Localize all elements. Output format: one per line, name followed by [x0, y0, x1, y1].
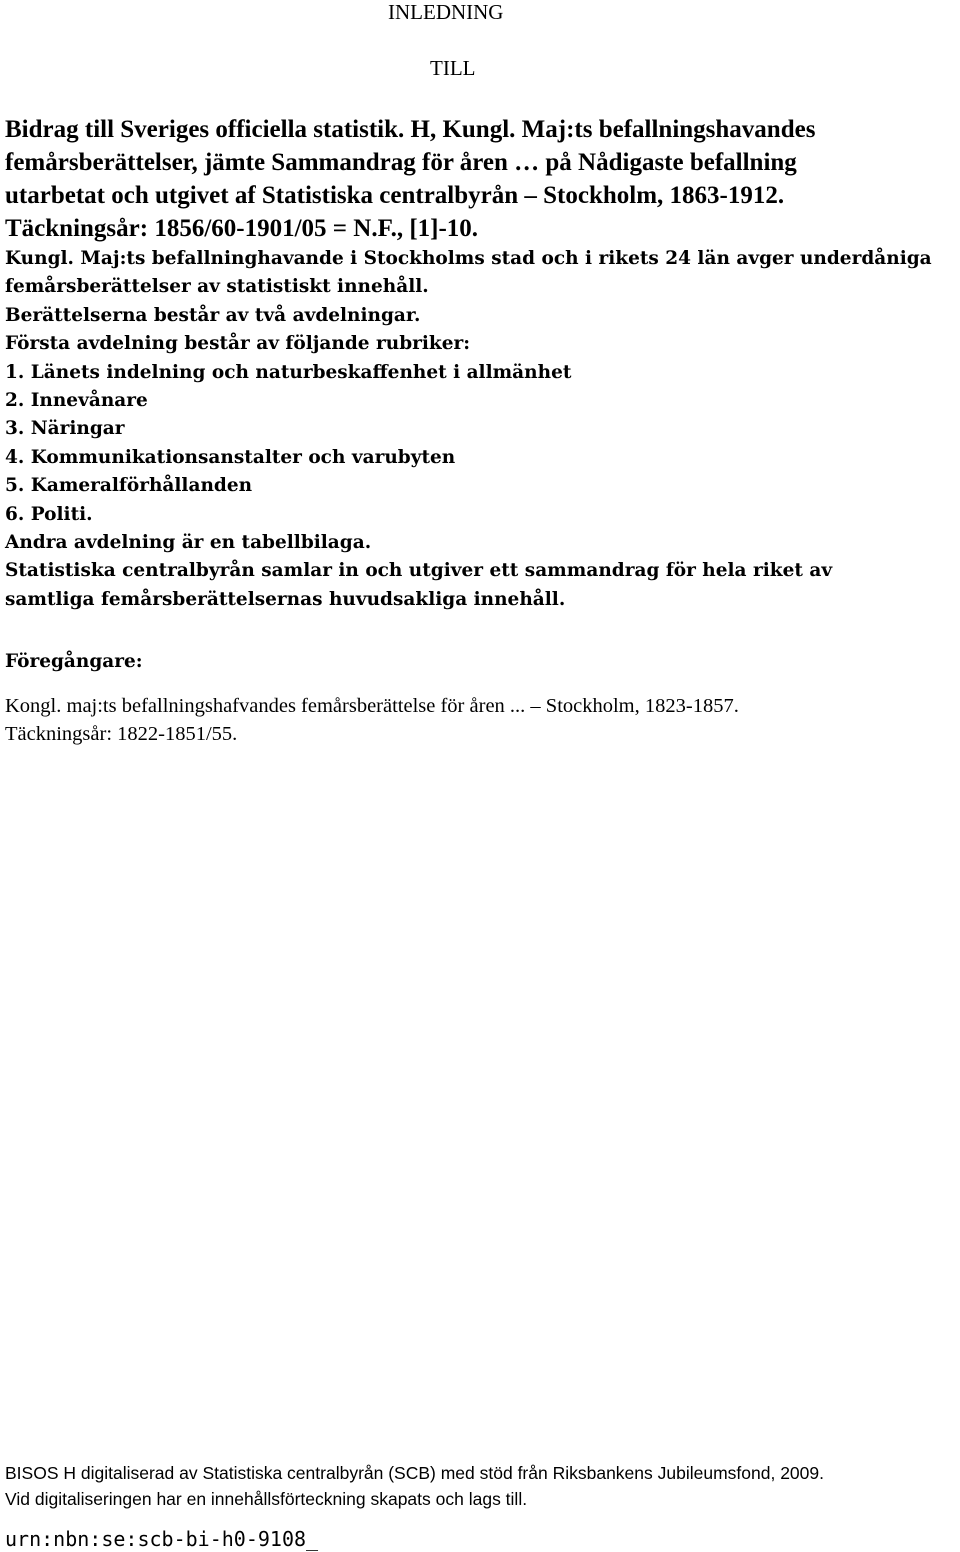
predecessor-label: Föregångare:	[5, 651, 143, 672]
rubric-item: 2. Innevånare	[5, 390, 148, 412]
description	[5, 245, 955, 614]
description-line: Berättelserna består av två avdelningar.	[5, 304, 421, 326]
footer-line: Vid digitaliseringen har en innehållsförteckning skapats och lags till.	[5, 1489, 528, 1509]
predecessor-line: Täckningsår: 1822-1851/55.	[5, 723, 238, 745]
rubric-item: 3. Näringar	[5, 418, 125, 440]
rubric-item: 4. Kommunikationsanstalter och varubyten	[5, 446, 456, 468]
description-line: Kungl. Maj:ts befallninghavande i Stockholms stad och i rikets 24 län avger underdåniga	[5, 248, 932, 269]
heading-till: TILL	[430, 56, 476, 80]
publication-title	[5, 113, 955, 245]
description-line: Första avdelning består av följande rubriker:	[5, 333, 471, 355]
footer-line: BISOS H digitaliserad av Statistiska centralbyrån (SCB) med stöd från Riksbankens Jubileumsfond, 2009.	[5, 1463, 824, 1483]
predecessor-entry	[5, 692, 955, 748]
rubric-item: 1. Länets indelning och naturbeskaffenhet i allmänhet	[5, 361, 572, 383]
rubric-item: 5. Kameralförhållanden	[5, 475, 253, 497]
title-line: femårsberättelser, jämte Sammandrag för åren … på Nådigaste befallning	[5, 149, 797, 176]
title-line: Bidrag till Sveriges officiella statistik. H, Kungl. Maj:ts befallningshavandes	[5, 116, 816, 143]
predecessor-line: Kongl. maj:ts befallningshafvandes femårsberättelse för åren ... – Stockholm, 1823-1857.	[5, 695, 739, 717]
description-line: Statistiska centralbyrån samlar in och utgiver ett sammandrag för hela riket av	[5, 560, 833, 582]
description-line: Andra avdelning är en tabellbilaga.	[5, 532, 372, 554]
description-line: femårsberättelser av statistiskt innehåll.	[5, 276, 429, 298]
description-line: samtliga femårsberättelsernas huvudsakliga innehåll.	[5, 588, 566, 610]
title-line: utarbetat och utgivet af Statistiska centralbyrån – Stockholm, 1863-1912.	[5, 182, 785, 209]
urn-identifier: urn:nbn:se:scb-bi-h0-9108_	[5, 1527, 319, 1551]
digitization-note	[5, 1460, 960, 1512]
title-line: Täckningsår: 1856/60-1901/05 = N.F., [1]-10.	[5, 215, 479, 242]
rubric-item: 6. Politi.	[5, 503, 93, 525]
heading-inledning: INLEDNING	[388, 0, 504, 24]
